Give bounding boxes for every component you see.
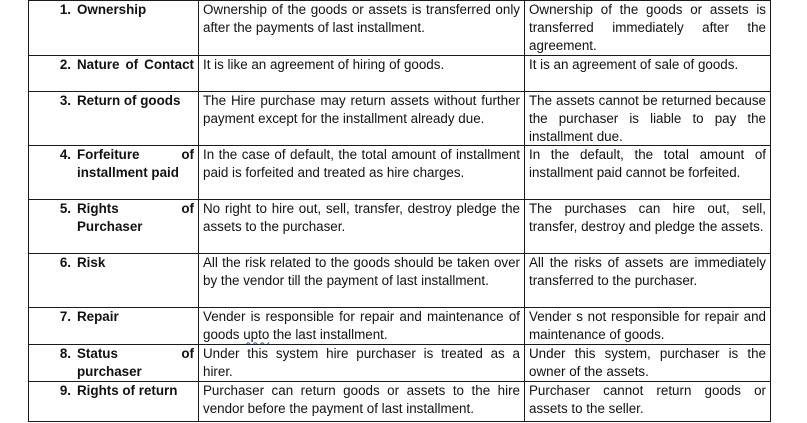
hire-purchase-cell: In the case of default, the total amount of installment paid is forfeited and treated as hire charges. — [199, 146, 525, 200]
hire-purchase-cell: Purchaser can return goods or assets to the hire vendor before the payment of last installment. — [199, 382, 525, 422]
basis-cell — [29, 55, 199, 91]
row-number: 9. — [59, 383, 71, 399]
installment-cell: The purchases can hire out, sell, transfer, destroy and pledge the assets. — [525, 200, 771, 254]
table-row — [29, 1, 771, 56]
installment-cell: Ownership of the goods or assets is transferred immediately after the agreement. — [525, 1, 771, 56]
basis-cell — [29, 1, 199, 56]
hire-purchase-cell: Vender is responsible for repair and maintenance of goods upto the last installment. — [199, 308, 525, 345]
installment-cell: Under this system, purchaser is the owner of the assets. — [525, 345, 771, 382]
basis-cell — [29, 382, 199, 422]
row-number: 8. — [59, 346, 71, 362]
basis-label: Return of goods — [77, 92, 181, 108]
row-number: 6. — [59, 255, 71, 271]
hire-purchase-cell: No right to hire out, sell, transfer, destroy pledge the assets to the purchaser. — [199, 200, 525, 254]
row-number: 1. — [59, 2, 71, 17]
basis-cell — [29, 254, 199, 308]
basis-cell — [29, 91, 199, 146]
table-row — [29, 200, 771, 254]
hire-purchase-cell: All the risk related to the goods should be taken over by the vendor till the payment of last installment. — [199, 254, 525, 308]
table-row — [29, 146, 771, 200]
table-row — [29, 345, 771, 382]
installment-cell: It is an agreement of sale of goods. — [525, 55, 771, 91]
spellcheck-word: upto — [243, 327, 270, 343]
basis-cell — [29, 308, 199, 345]
table-row — [29, 382, 771, 422]
installment-cell: In the default, the total amount of installment paid cannot be forfeited. — [525, 146, 771, 200]
basis-cell — [29, 345, 199, 382]
table-row — [29, 308, 771, 345]
installment-cell: Vender s not responsible for repair and maintenance of goods. — [525, 308, 771, 345]
basis-label: Rights of Purchaser — [77, 201, 194, 235]
hire-purchase-cell: The Hire purchase may return assets without further payment except for the installment already due. — [199, 91, 525, 146]
hire-purchase-cell: Ownership of the goods or assets is transferred only after the payments of last installment. — [199, 1, 525, 56]
comparison-table — [28, 0, 771, 422]
basis-label: Rights of return — [77, 383, 178, 399]
table-row — [29, 91, 771, 146]
row-number: 3. — [59, 92, 71, 108]
basis-cell — [29, 200, 199, 254]
basis-label: Status of purchaser — [77, 346, 194, 380]
row-number: 2. — [59, 56, 71, 72]
basis-label: Repair — [77, 309, 119, 325]
basis-label: Nature of Contact — [77, 56, 194, 72]
basis-label: Ownership — [77, 2, 147, 17]
hire-purchase-cell: It is like an agreement of hiring of goods. — [199, 55, 525, 91]
installment-cell: All the risks of assets are immediately transferred to the purchaser. — [525, 254, 771, 308]
row-number: 4. — [59, 147, 71, 163]
basis-label: Forfeiture of installment paid — [77, 147, 194, 181]
installment-cell: Purchaser cannot return goods or assets to the seller. — [525, 382, 771, 422]
row-number: 5. — [59, 201, 71, 217]
table-row — [29, 55, 771, 91]
basis-label: Risk — [77, 255, 106, 271]
basis-cell — [29, 146, 199, 200]
hire-purchase-cell: Under this system hire purchaser is treated as a hirer. — [199, 345, 525, 382]
row-number: 7. — [59, 309, 71, 325]
installment-cell: The assets cannot be returned because the purchaser is liable to pay the installment due. — [525, 91, 771, 146]
table-row — [29, 254, 771, 308]
